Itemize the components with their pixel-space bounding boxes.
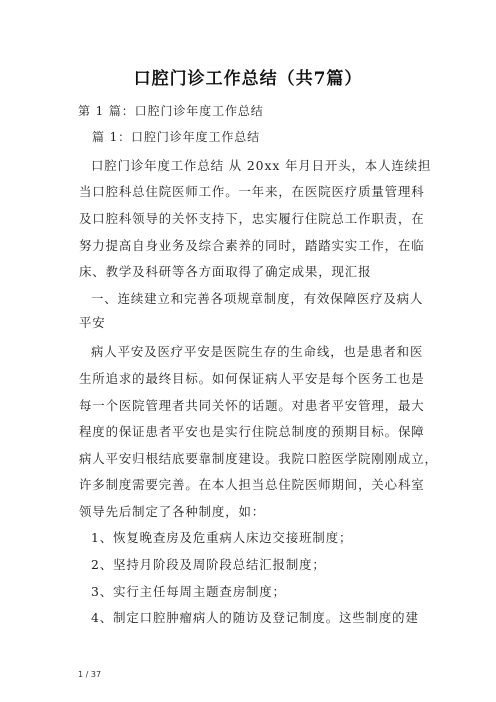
body-line: 病人平安及医疗平安是医院生存的生命线，也是患者和医	[91, 344, 424, 359]
body-line: 许多制度需要完善。在本人担当总住院医师期间，关心科室	[79, 477, 425, 492]
body-line: 病人平安归根结底要靠制度建设。我院口腔医学院刚刚成立，	[79, 451, 438, 466]
body-line: 及口腔科领导的关怀支持下，忠实履行住院总工作职责，在	[79, 211, 425, 226]
sub-heading: 篇 1：口腔门诊年度工作总结	[92, 130, 261, 144]
body-line: 平安	[79, 315, 106, 330]
body-line: 当口腔科总住院医师工作。一年来，在医院医疗质量管理科	[79, 184, 425, 199]
body-line: 努力提高自身业务及综合素养的同时，踏踏实实工作，在临	[79, 238, 425, 253]
body-line: 生所追求的最终目标。如何保证病人平安是每个医务工也是	[79, 371, 425, 386]
list-item: 1、恢复晚查房及危重病人床边交接班制度；	[91, 530, 353, 545]
body-line: 程度的保证患者平安也是实行住院总制度的预期目标。保障	[79, 424, 425, 439]
list-item: 4、制定口腔肿瘤病人的随访及登记制度。这些制度的建	[91, 610, 419, 625]
body-line: 床、教学及科研等各方面取得了确定成果，现汇报	[79, 264, 372, 279]
body-line: 领导先后制定了各种制度，如：	[79, 504, 266, 519]
list-item: 3、实行主任每周主题查房制度；	[91, 584, 286, 599]
body-line: 一、连续建立和完善各项规章制度，有效保障医疗及病人	[91, 291, 424, 306]
body-line: 口腔门诊年度工作总结 从 20xx 年月日开头，本人连续担	[91, 158, 432, 173]
body-line: 每一个医院管理者共同关怀的话题。对患者平安管理，最大	[79, 398, 425, 413]
list-item: 2、坚持月阶段及周阶段总结汇报制度；	[91, 557, 326, 572]
page-number: 1 / 37	[78, 670, 102, 679]
section-heading: 第 1 篇：口腔门诊年度工作总结	[78, 104, 264, 118]
document-title: 口腔门诊工作总结（共7篇）	[133, 69, 363, 89]
